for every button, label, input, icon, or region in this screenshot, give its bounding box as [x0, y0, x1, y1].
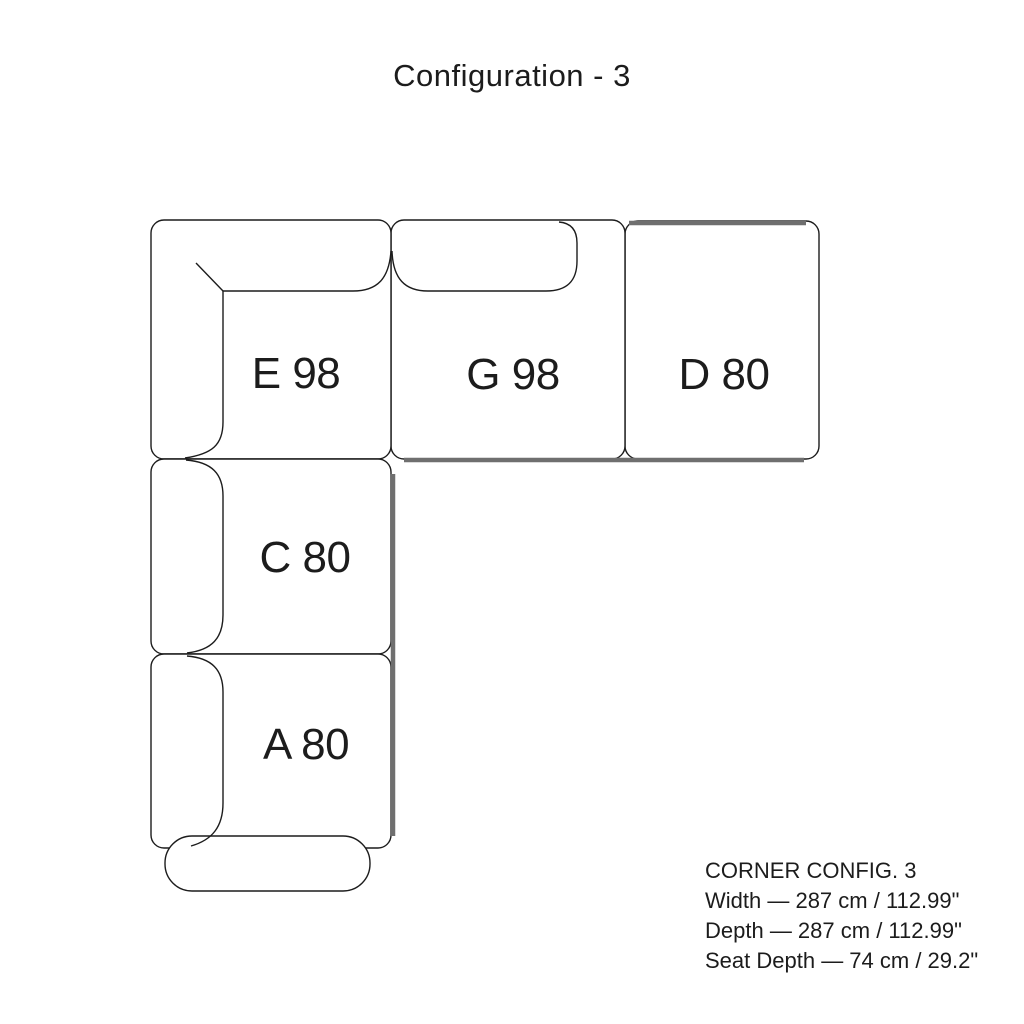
- specs-block: [705, 856, 978, 976]
- module-g98-outline: [391, 220, 625, 459]
- spec-line-seat-depth: Seat Depth — 74 cm / 29.2": [705, 948, 979, 973]
- spec-line-width: Width — 287 cm / 112.99": [705, 888, 960, 913]
- module-d80-outline: [625, 221, 819, 459]
- module-label-e98: E 98: [251, 349, 341, 398]
- spec-line-depth: Depth — 287 cm / 112.99": [705, 918, 962, 943]
- module-label-c80: C 80: [259, 533, 351, 582]
- module-e98-outline: [151, 220, 391, 459]
- page-title: Configuration - 3: [393, 58, 631, 93]
- specs-heading: CORNER CONFIG. 3: [705, 858, 917, 883]
- module-label-g98: G 98: [466, 350, 560, 399]
- module-label-d80: D 80: [678, 350, 770, 399]
- module-label-a80: A 80: [262, 720, 350, 769]
